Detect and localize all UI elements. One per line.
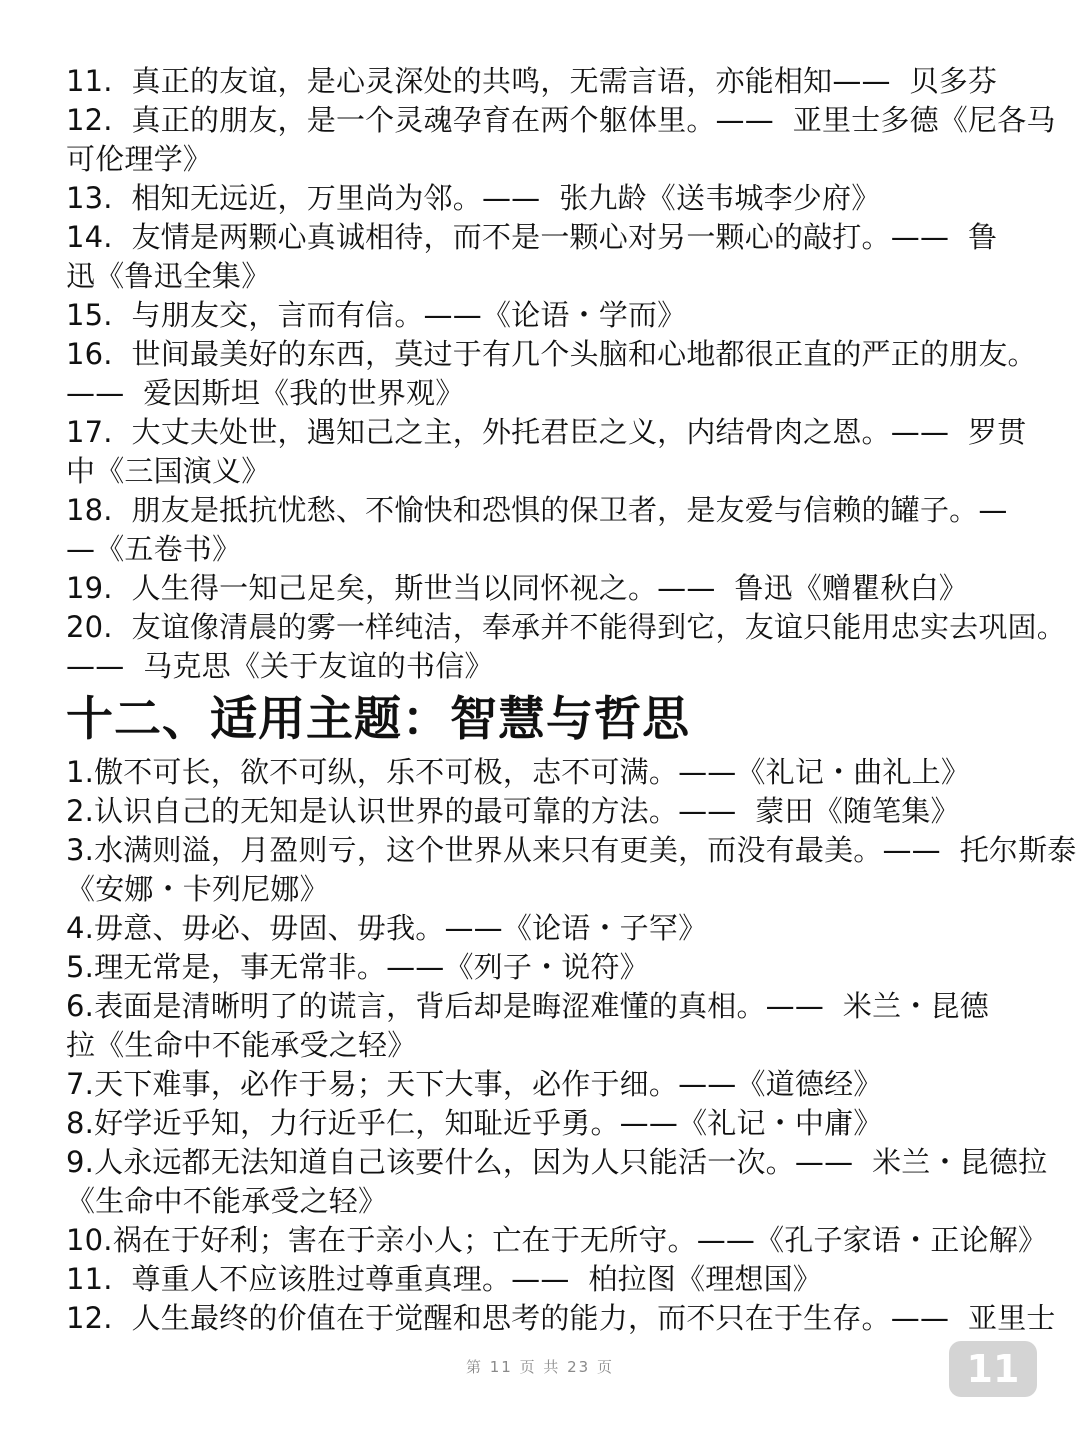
quote-line: 1.傲不可长，欲不可纵，乐不可极，志不可满。——《礼记・曲礼上》	[66, 755, 971, 789]
quote-line: 中《三国演义》	[66, 454, 271, 488]
page-footer-info: 第 11 页 共 23 页	[465, 1358, 614, 1376]
quote-line: 14. 友情是两颗心真诚相待，而不是一颗心对另一颗心的敲打。—— 鲁	[66, 220, 998, 254]
quote-line: 13. 相知无远近，万里尚为邻。—— 张九龄《送韦城李少府》	[66, 181, 881, 215]
quote-line: —— 马克思《关于友谊的书信》	[66, 649, 494, 683]
quote-line: 可伦理学》	[66, 142, 213, 176]
quote-line: 18. 朋友是抵抗忧愁、不愉快和恐惧的保卫者，是友爱与信赖的罐子。—	[66, 493, 1008, 527]
quote-line: 16. 世间最美好的东西，莫过于有几个头脑和心地都很正直的严正的朋友。	[66, 337, 1037, 371]
quote-line: 8.好学近乎知，力行近乎仁，知耻近乎勇。——《礼记・中庸》	[66, 1106, 883, 1140]
section-heading: 十二、适用主题：智慧与哲思	[66, 692, 690, 747]
document-page	[66, 62, 1077, 1338]
quote-line: 《生命中不能承受之轻》	[66, 1184, 388, 1218]
quote-line: 迅《鲁迅全集》	[66, 259, 271, 293]
quote-line: 19. 人生得一知己足矣，斯世当以同怀视之。—— 鲁迅《赠瞿秋白》	[66, 571, 968, 605]
quote-line: 11. 真正的友谊，是心灵深处的共鸣，无需言语，亦能相知—— 贝多芬	[66, 64, 998, 98]
quote-line: —《五卷书》	[66, 532, 242, 566]
quote-line: 11. 尊重人不应该胜过尊重真理。—— 柏拉图《理想国》	[66, 1262, 822, 1296]
quote-line: 20. 友谊像清晨的雾一样纯洁，奉承并不能得到它，友谊只能用忠实去巩固。	[66, 610, 1066, 644]
quote-line: 《安娜・卡列尼娜》	[66, 872, 329, 906]
quote-line: 15. 与朋友交，言而有信。——《论语・学而》	[66, 298, 687, 332]
quote-line: 17. 大丈夫处世，遇知己之主，外托君臣之义，内结骨肉之恩。—— 罗贯	[66, 415, 1027, 449]
quote-line: 拉《生命中不能承受之轻》	[66, 1028, 417, 1062]
quote-line: 5.理无常是，事无常非。——《列子・说符》	[66, 950, 649, 984]
quote-line: 3.水满则溢，月盈则亏，这个世界从来只有更美，而没有最美。—— 托尔斯泰	[66, 833, 1077, 867]
quote-line: 12. 真正的朋友，是一个灵魂孕育在两个躯体里。—— 亚里士多德《尼各马	[66, 103, 1056, 137]
quote-line: 9.人永远都无法知道自己该要什么，因为人只能活一次。—— 米兰・昆德拉	[66, 1145, 1048, 1179]
quote-list-friendship	[66, 62, 1066, 686]
quote-line: 7.天下难事，必作于易；天下大事，必作于细。——《道德经》	[66, 1067, 883, 1101]
quote-line: 6.表面是清晰明了的谎言，背后却是晦涩难懂的真相。—— 米兰・昆德	[66, 989, 989, 1023]
quote-list-wisdom	[66, 753, 1077, 1338]
page-number-badge: 11	[949, 1341, 1037, 1397]
quote-line: 10.祸在于好利；害在于亲小人；亡在于无所守。——《孔子家语・正论解》	[66, 1223, 1048, 1257]
quote-line: 4.毋意、毋必、毋固、毋我。——《论语・子罕》	[66, 911, 708, 945]
quote-line: 12. 人生最终的价值在于觉醒和思考的能力，而不只在于生存。—— 亚里士	[66, 1301, 1056, 1335]
quote-line: —— 爱因斯坦《我的世界观》	[66, 376, 465, 410]
quote-line: 2.认识自己的无知是认识世界的最可靠的方法。—— 蒙田《随笔集》	[66, 794, 960, 828]
